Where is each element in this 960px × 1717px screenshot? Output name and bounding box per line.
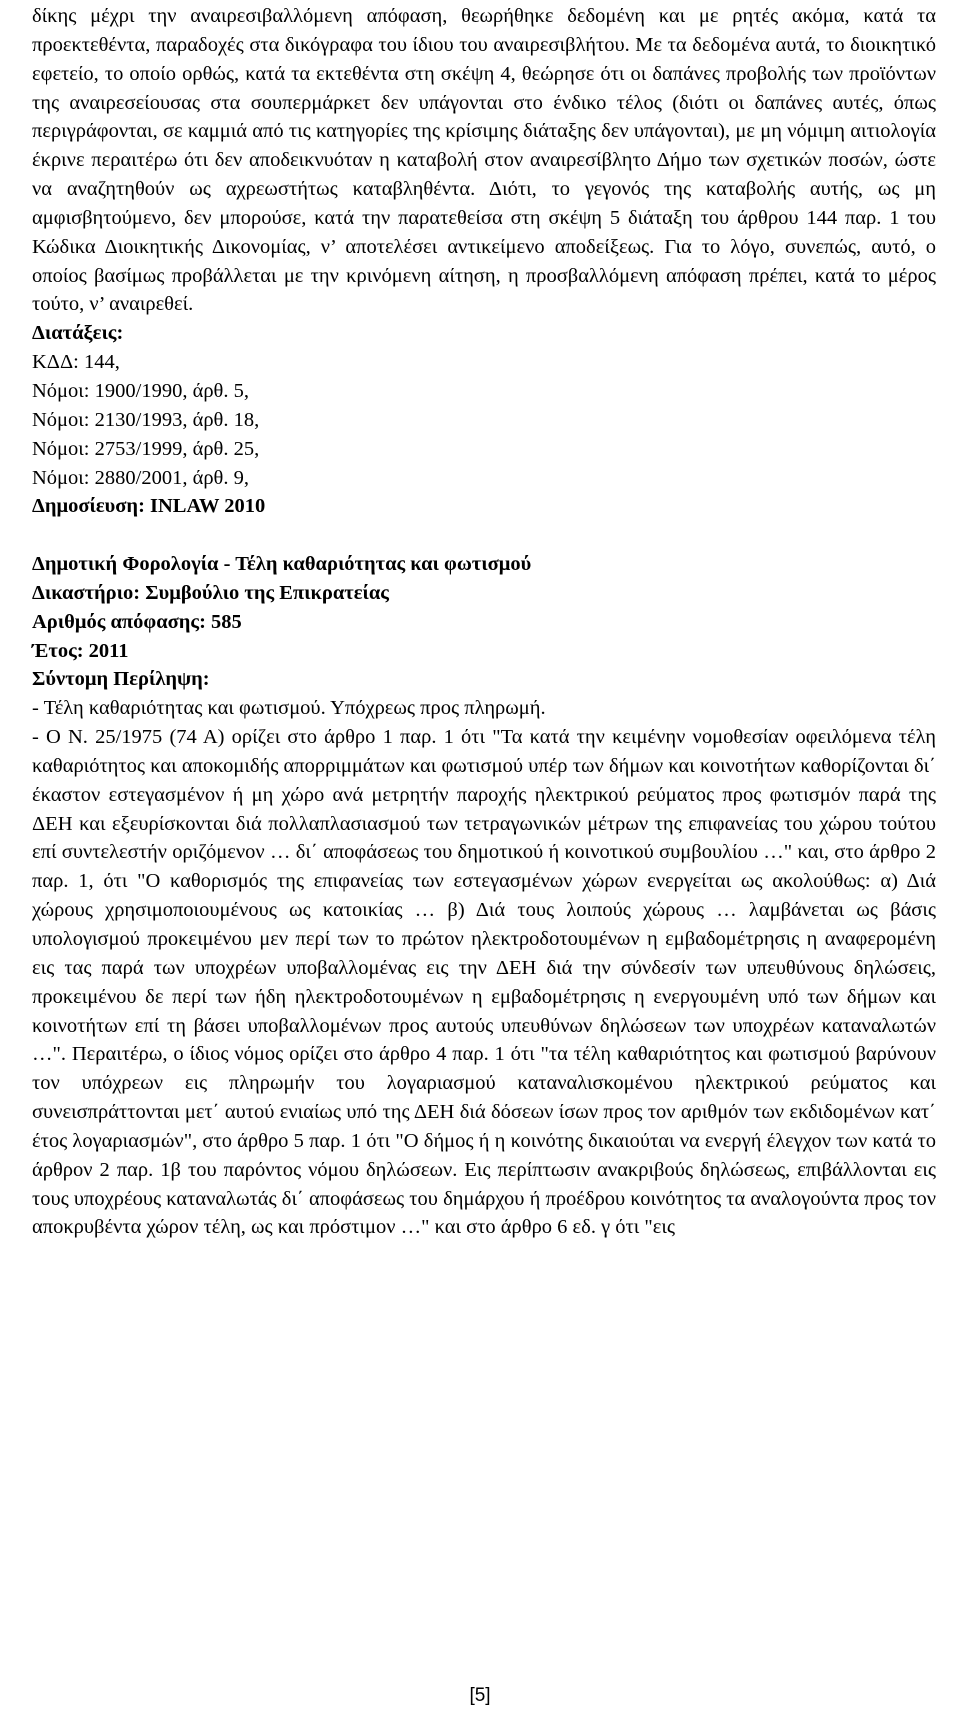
summary-paragraph: - Ο Ν. 25/1975 (74 Α) ορίζει στο άρθρο 1 παρ. 1 ότι "Τα κατά την κειμένην νομοθεσίαν οφειλόμενα τέλη καθαριότητος και αποκομιδής απορριμμάτων και φωτισμού υπέρ των δήμων και κοινοτήτων καθορίζονται δι΄ έκαστον εστεγασμένον ή μη χώρο ανά μετρητήν παροχής ηλεκτρικού ρεύματος προς φωτισμόν παρά της ΔΕΗ και εξευρίσκονται διά πολλαπλασιασμού των τετραγωνικών μέτρων της επιφανείας του χώρου τούτου επί συντελεστήν οριζόμενον … δι΄ αποφάσεως του δημοτικού ή κοινοτικού συμβουλίου …" και, στο άρθρο 2 παρ. 1, ότι "Ο καθορισμός της επιφανείας των εστεγασμένων χώρων ενεργείται ως ακολούθως: α) Διά χώρους χρησιμοποιουμένους ως κατοικίας … β) Διά τους λοιπούς χώρους … λαμβάνεται ως βάσις υπολογισμού προκειμένου μεν περί των το πρώτον ηλεκτροδοτουμένων η εμβαδομέτρησις η αναφερομένη εις τας παρά των υποχρέων υποβαλλομένας εις την ΔΕΗ διά την σύνδεσίν των υπευθύνους δηλώσεις, προκειμένου δε περί των ήδη ηλεκτροδοτουμένων η εμβαδομέτρησις η ενεργουμένη υπό των δήμων και κοινοτήτων επί τη βάσει υποβαλλομένων προς αυτούς υπευθύνων δηλώσεων των υποχρέων καταναλωτών …". Περαιτέρω, ο ίδιος νόμος ορίζει στο άρθρο 4 παρ. 1 ότι "τα τέλη καθαριότητος και φωτισμού βαρύνουν τον υπόχρεων εις πληρωμήν του λογαριασμού καταναλισκομένου ηλεκτρικού ρεύματος και συνεισπράττονται μετ΄ αυτού ενιαίως υπό της ΔΕΗ διά δόσεων ίσων προς τον αριθμόν των εκδιδομένων κατ΄ έτος λογαριασμών", στο άρθρο 5 παρ. 1 ότι "Ο δήμος ή η κοινότης δικαιούται να ενεργή έλεγχον των κατά το άρθρον 2 παρ. 1β του παρόντος νόμου δηλώσεων. Εις περίπτωσιν ανακριβούς δηλώσεως, επιβάλλονται εις τους υποχρέους καταναλωτάς δι΄ αποφάσεως του δημάρχου ή προέδρου κοινότητος τα αναλογούντα προς τον αποκρυβέντα χώρον τέλη, ως και πρόστιμον …" και στο άρθρο 6 εδ. γ ότι "εις bbox=[32, 726, 936, 1239]
intro-paragraph: δίκης μέχρι την αναιρεσιβαλλόμενη απόφαση, θεωρήθηκε δεδομένη και με ρητές ακόμα, κατά τα προεκτεθέντα, παραδοχές στα δικόγραφα του ίδιου του αναιρεσιβλήτου. Με τα δεδομένα αυτά, το διοικητικό εφετείο, το οποίο ορθώς, κατά τα εκτεθέντα στη σκέψη 4, θεώρησε ότι οι δαπάνες προβολής των προϊόντων της αναιρεσείουσας στα σουπερμάρκετ δεν υπάγονται στο ένδικο τέλος (διότι οι δαπάνες αυτές, όπως περιγράφονται, σε καμμιά από τις κατηγορίες της κρίσιμης διάταξης δεν υπάγονται), με μη νόμιμη αιτιολογία έκρινε περαιτέρω ότι δεν αποδεικνυόταν η καταβολή στον αναιρεσίβλητο Δήμο των σχετικών ποσών, ώστε να αναζητηθούν ως αχρεωστήτως καταβληθέντα. Διότι, το γεγονός της καταβολής αυτής, ως μη αμφισβητούμενο, δεν μπορούσε, κατά την παρατεθείσα στη σκέψη 5 διάταξη του άρθρου 144 παρ. 1 του Κώδικα Διοικητικής Δικονομίας, ν’ αποτελέσει αντικείμενο αποδείξεως. Για το λόγο, συνεπώς, αυτό, ο οποίος βασίμως προβάλλεται με την κρινόμενη αίτηση, η προσβαλλόμενη απόφαση πρέπει, κατά το μέρος τούτο, ν’ αναιρεθεί. bbox=[32, 5, 936, 316]
spacer bbox=[32, 521, 936, 550]
provision-item: ΚΔΔ: 144, bbox=[32, 351, 120, 374]
provision-item: Νόμοι: 2753/1999, άρθ. 25, bbox=[32, 437, 260, 460]
case-title: Δημοτική Φορολογία - Τέλη καθαριότητας και φωτισμού bbox=[32, 553, 532, 576]
year-label: Έτος: 2011 bbox=[32, 639, 129, 662]
publication-label: Δημοσίευση: INLAW 2010 bbox=[32, 495, 266, 518]
summary-heading: Σύντομη Περίληψη: bbox=[32, 668, 210, 691]
decision-number-label: Αριθμός απόφασης: 585 bbox=[32, 610, 242, 633]
provision-item: Νόμοι: 2880/2001, άρθ. 9, bbox=[32, 466, 249, 489]
document-page bbox=[32, 2, 936, 1242]
page-number: [5] bbox=[469, 1685, 491, 1706]
provisions-heading: Διατάξεις: bbox=[32, 322, 124, 345]
court-label: Δικαστήριο: Συμβούλιο της Επικρατείας bbox=[32, 581, 389, 604]
provision-item: Νόμοι: 2130/1993, άρθ. 18, bbox=[32, 408, 260, 431]
summary-line: - Τέλη καθαριότητας και φωτισμού. Υπόχρεως προς πληρωμή. bbox=[32, 697, 546, 720]
provision-item: Νόμοι: 1900/1990, άρθ. 5, bbox=[32, 379, 249, 402]
